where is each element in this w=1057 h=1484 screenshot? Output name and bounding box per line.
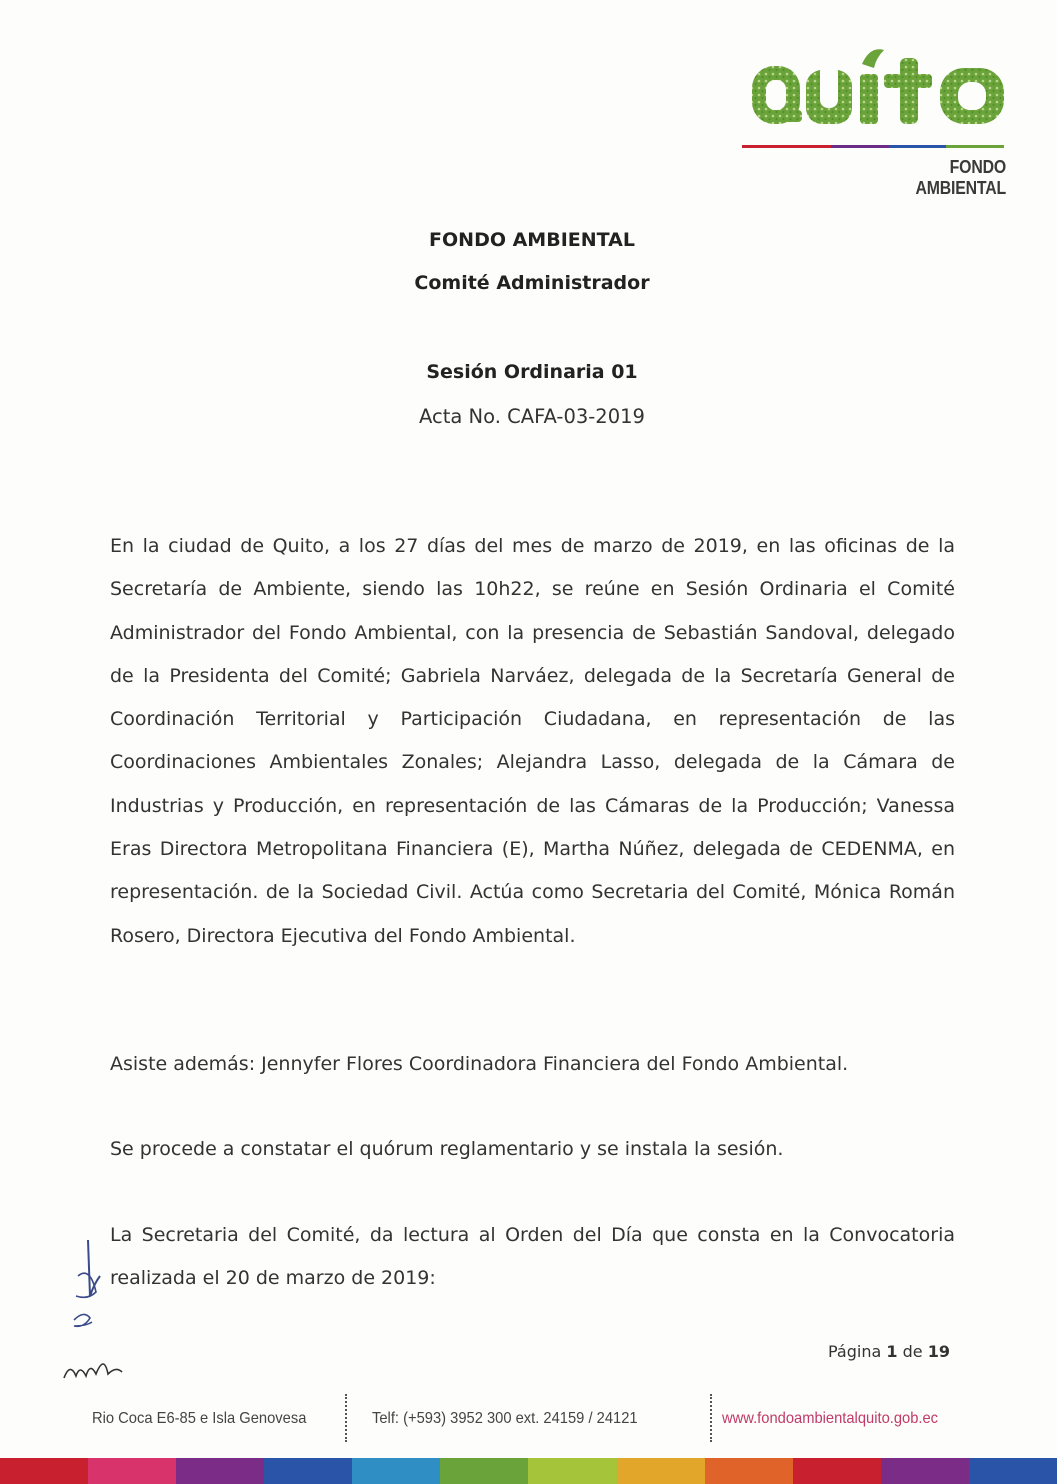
footer <box>0 1390 1057 1450</box>
quito-wordmark-icon <box>750 44 1008 136</box>
footer-website-link[interactable]: www.fondoambientalquito.gob.ec <box>722 1410 939 1427</box>
act-number: Acta No. CAFA-03-2019 <box>419 405 645 428</box>
paragraph-quorum: Se procede a constatar el quórum reglamentario y se instala la sesión. <box>110 1138 784 1160</box>
paragraph-attendance: En la ciudad de Quito, a los 27 días del mes de marzo de 2019, en las oficinas de la Secretaría de Ambiente, siendo las 10h22, se reúne en Sesión Ordinaria el Comité Administrador del Fondo Ambiental, con la presencia de Sebastián Sandoval, delegado de la Presidenta del Comité; Gabriela Narváez, delegada de la Secretaría General de Coordinación Territorial y Participación Ciudadana, en representación de las Coordinaciones Ambientales Zonales; Alejandra Lasso, delegada de la Cámara de Industrias y Producción, en representación de las Cámaras de la Producción; Vanessa Eras Directora Metropolitana Financiera (E), Martha Núñez, delegada de CEDENMA, en representación. de la Sociedad Civil. Actúa como Secretaria del Comité, Mónica Román Rosero, Directora Ejecutiva del Fondo Ambiental. <box>110 535 955 947</box>
document-title: FONDO AMBIENTAL <box>429 229 635 251</box>
footer-divider <box>345 1394 347 1442</box>
page-number: Página 1 de 19 <box>828 1342 950 1361</box>
session-title: Sesión Ordinaria 01 <box>426 361 638 383</box>
logo-subtitle: FONDO AMBIENTAL <box>915 157 1006 198</box>
handwritten-initials-icon <box>60 1236 140 1384</box>
logo-color-bars <box>742 145 1004 153</box>
paragraph-agenda-intro: La Secretaria del Comité, da lectura al Orden del Día que consta en la Convocatoria realizada el 20 de marzo de 2019: <box>110 1224 955 1290</box>
footer-address: Rio Coca E6-85 e Isla Genovesa <box>92 1410 307 1427</box>
footer-phone: Telf: (+593) 3952 300 ext. 24159 / 24121 <box>372 1410 638 1427</box>
footer-color-strip <box>0 1458 1057 1484</box>
paragraph-also-present: Asiste además: Jennyfer Flores Coordinadora Financiera del Fondo Ambiental. <box>110 1053 849 1075</box>
quito-logo <box>742 44 1010 198</box>
committee-name: Comité Administrador <box>414 272 650 294</box>
footer-divider <box>710 1394 712 1442</box>
